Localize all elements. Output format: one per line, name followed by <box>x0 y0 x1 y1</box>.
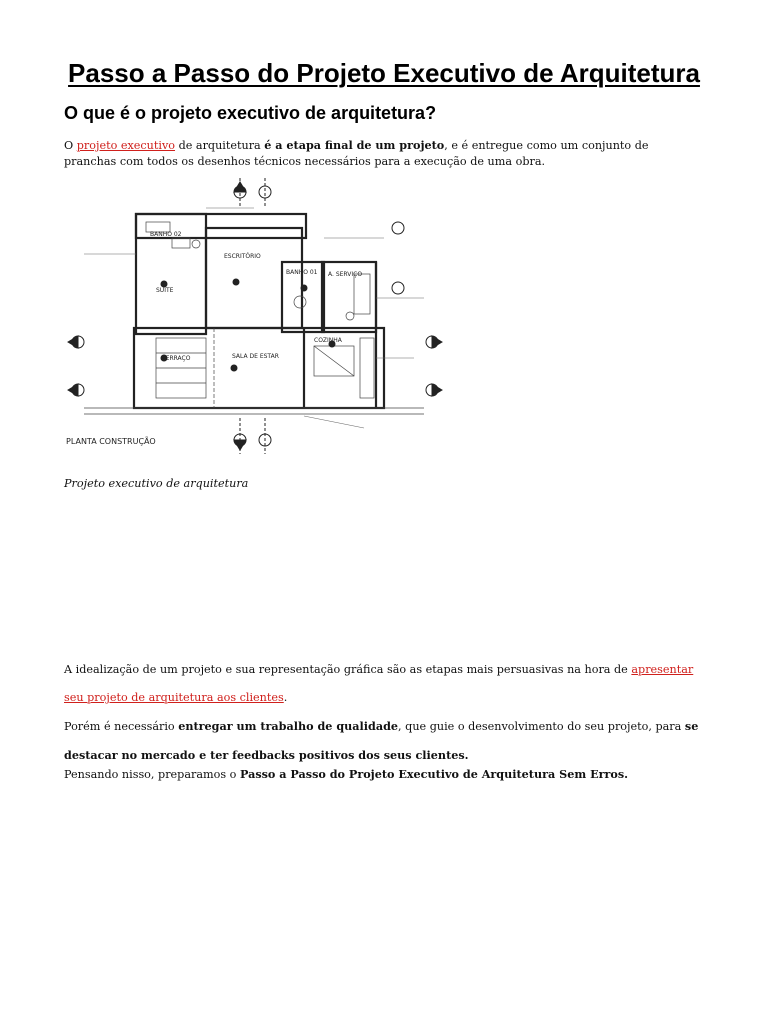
intro-paragraph <box>64 137 704 170</box>
intro-suffix: , e é entregue como um conjunto de pranchas com todos os desenhos técnicos necessários para a execução de uma obra. <box>64 139 649 168</box>
intro-prefix: O <box>64 139 77 152</box>
axis-marker-bottom-left-icon <box>234 418 246 454</box>
p2-text: A idealização de um projeto e sua representação gráfica são as etapas mais persuasivas na hora de <box>64 663 632 676</box>
figure-caption: Projeto executivo de arquitetura <box>64 477 249 490</box>
p3-b: entregar um trabalho de qualidade <box>178 719 399 733</box>
axis-marker-bottom-right-icon <box>259 418 271 454</box>
paragraph-passo-a-passo <box>64 766 704 783</box>
p3-c: , que guie o desenvolvimento do seu projeto, para <box>398 720 685 733</box>
plan-title: PLANTA CONSTRUÇÃO <box>66 437 156 446</box>
p3-d: se destacar no mercado e ter feedbacks positivos dos seus clientes. <box>64 719 699 762</box>
p3-a: Porém é necessário <box>64 720 179 733</box>
apresentar-projeto-link[interactable]: apresentar seu projeto de arquitetura aos clientes <box>64 663 694 704</box>
floor-plan-drawing <box>64 178 444 454</box>
room-label-banho02: BANHO 02 <box>150 231 182 238</box>
room-label-sala: SALA DE ESTAR <box>232 353 279 360</box>
intro-mid: de arquitetura <box>175 139 265 152</box>
axis-marker-top-right-icon <box>259 178 271 208</box>
axis-marker-top-left-icon <box>234 178 246 208</box>
page-title-text: Passo a Passo do Projeto Executivo de Arquitetura <box>68 58 700 88</box>
paragraph-idealizacao <box>64 656 704 712</box>
room-label-cozinha: COZINHA <box>314 337 342 344</box>
page-title <box>0 58 768 89</box>
p2-end: . <box>283 691 288 704</box>
axis-marker-left-icon <box>68 336 84 396</box>
room-label-suite: SUÍTE <box>156 287 174 294</box>
room-label-banho01: BANHO 01 <box>286 269 318 276</box>
room-label-escritorio: ESCRITÓRIO <box>224 253 261 260</box>
intro-bold: é a etapa final de um projeto <box>264 138 445 152</box>
section-heading: O que é o projeto executivo de arquitetura? <box>64 103 437 123</box>
projeto-executivo-link[interactable]: projeto executivo <box>76 139 176 152</box>
axis-marker-right-icon <box>392 222 442 396</box>
p4-a: Pensando nisso, preparamos o <box>64 768 240 781</box>
room-label-servico: A. SERVIÇO <box>328 271 363 278</box>
room-label-terraco: TERRAÇO <box>162 355 191 362</box>
p4-b: Passo a Passo do Projeto Executivo de Arquitetura Sem Erros. <box>239 767 629 781</box>
paragraph-qualidade <box>64 712 704 770</box>
